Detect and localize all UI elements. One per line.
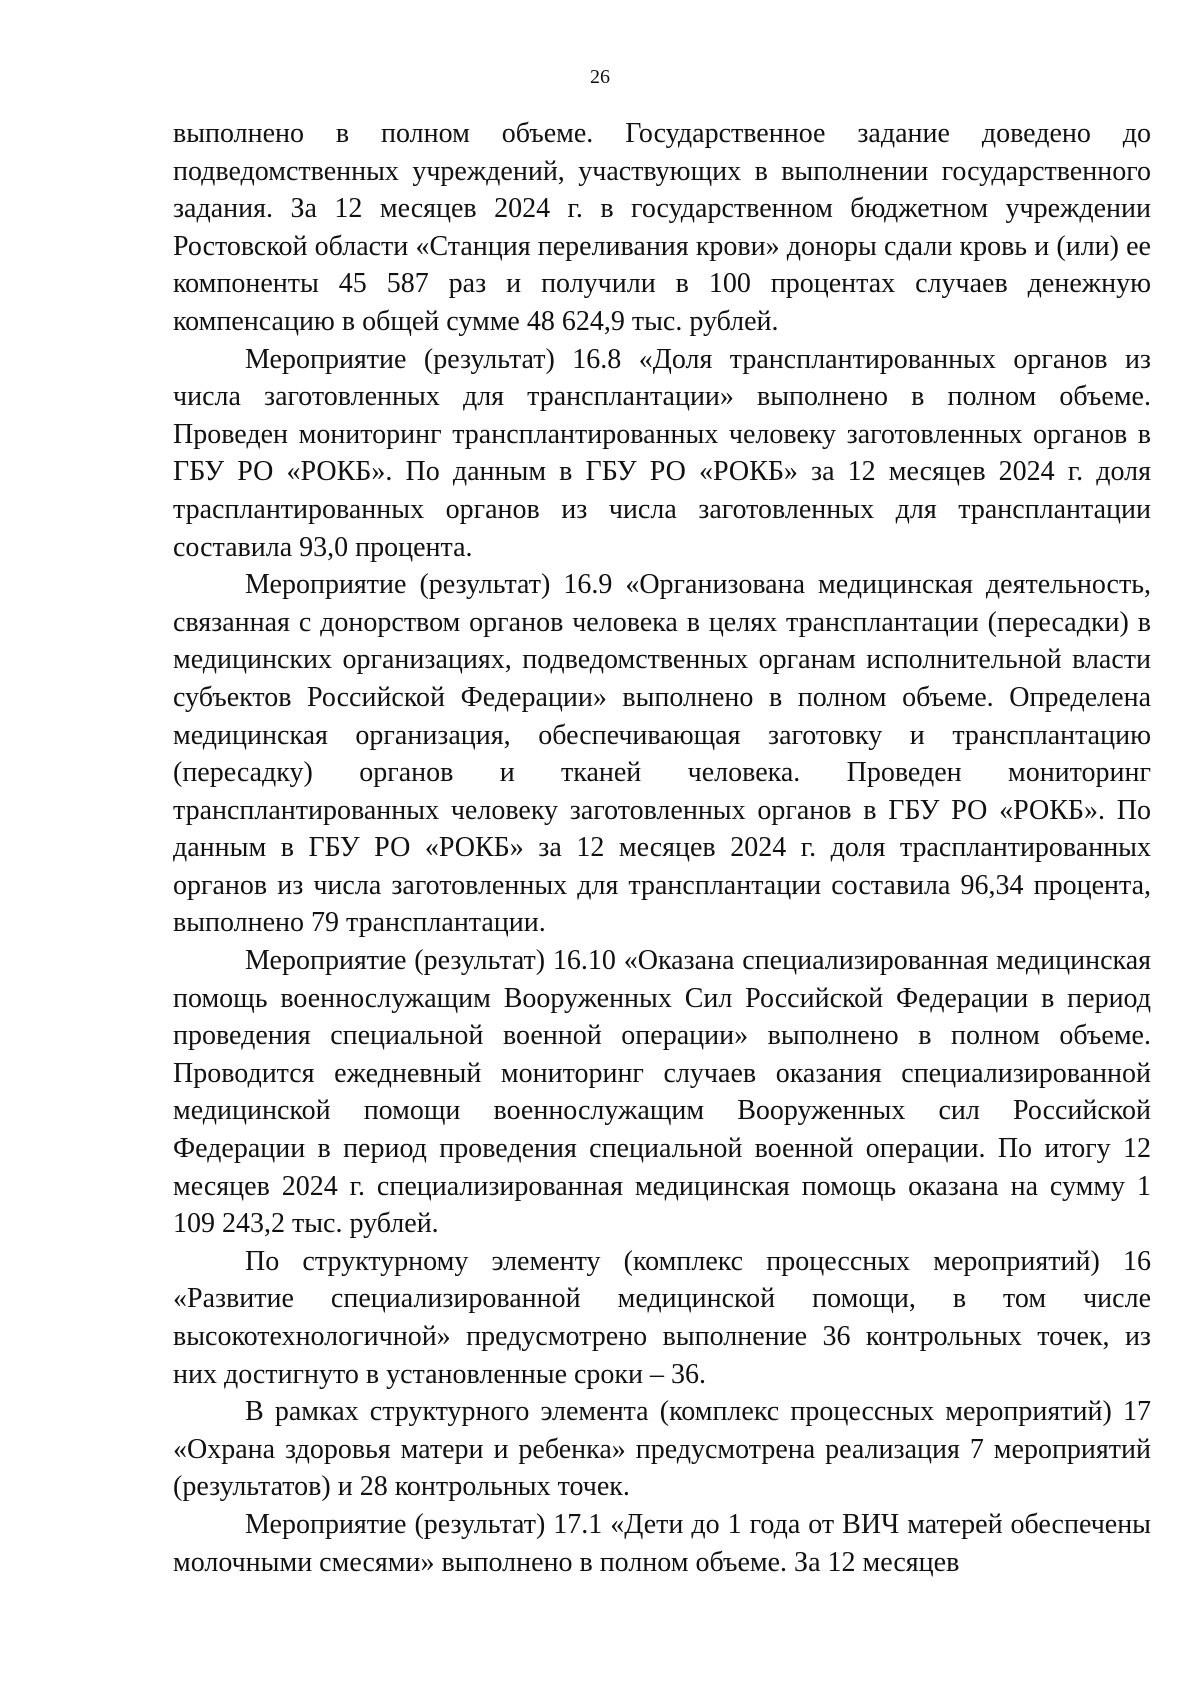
paragraph-element-16-summary: По структурному элементу (комплекс процессных мероприятий) 16 «Развитие специализированной медицинской помощи, в том числе высокотехнологичной» предусмотрено выполнение 36 контрольных точек, из них достигнуто в установленные сроки – 36.	[173, 1245, 1151, 1390]
page-number: 26	[590, 66, 610, 88]
paragraph-element-17-intro: В рамках структурного элемента (комплекс процессных мероприятий) 17 «Охрана здоровья матери и ребенка» предусмотрена реализация 7 мероприятий (результатов) и 28 контрольных точек.	[173, 1396, 1151, 1503]
paragraph-continuation: выполнено в полном объеме. Государственное задание доведено до подведомственных учреждений, участвующих в выполнении государственного задания. За 12 месяцев 2024 г. в государственном бюджетном учреждении Ростовской области «Станция переливания крови» доноры сдали кровь и (или) ее компоненты 45 587 раз и получили в 100 процентах случаев денежную компенсацию в общей сумме 48 624,9 тыс. рублей.	[173, 118, 1151, 337]
paragraph-measure-16-8: Мероприятие (результат) 16.8 «Доля трансплантированных органов из числа заготовленных для трансплантации» выполнено в полном объеме. Проведен мониторинг трансплантированных человеку заготовленных органов в ГБУ РО «РОКБ». По данным в ГБУ РО «РОКБ» за 12 месяцев 2024 г. доля трасплантированных органов из числа заготовленных для трансплантации составила 93,0 процента.	[173, 343, 1151, 563]
paragraph-measure-16-10: Мероприятие (результат) 16.10 «Оказана специализированная медицинская помощь военнослужащим Вооруженных Сил Российской Федерации в период проведения специальной военной операции» выполнено в полном объеме. Проводится ежедневный мониторинг случаев оказания специализированной медицинской помощи военнослужащим Вооруженных сил Российской Федерации в период проведения специальной военной операции. По итогу 12 месяцев 2024 г. специализированная медицинская помощь оказана на сумму 1 109 243,2 тыс. рублей.	[173, 945, 1151, 1240]
paragraph-measure-16-9: Мероприятие (результат) 16.9 «Организована медицинская деятельность, связанная с донорством органов человека в целях трансплантации (пересадки) в медицинских организациях, подведомственных органам исполнительной власти субъектов Российской Федерации» выполнено в полном объеме. Определена медицинская организация, обеспечивающая заготовку и трансплантацию (пересадку) органов и тканей человека. Проведен мониторинг трансплантированных человеку заготовленных органов в ГБУ РО «РОКБ». По данным в ГБУ РО «РОКБ» за 12 месяцев 2024 г. доля трасплантированных органов из числа заготовленных для трансплантации составила 96,34 процента, выполнено 79 трансплантации.	[173, 569, 1151, 939]
paragraph-measure-17-1: Мероприятие (результат) 17.1 «Дети до 1 года от ВИЧ матерей обеспечены молочными смесями» выполнено в полном объеме. За 12 месяцев	[173, 1508, 1151, 1578]
document-body	[173, 115, 1151, 1581]
